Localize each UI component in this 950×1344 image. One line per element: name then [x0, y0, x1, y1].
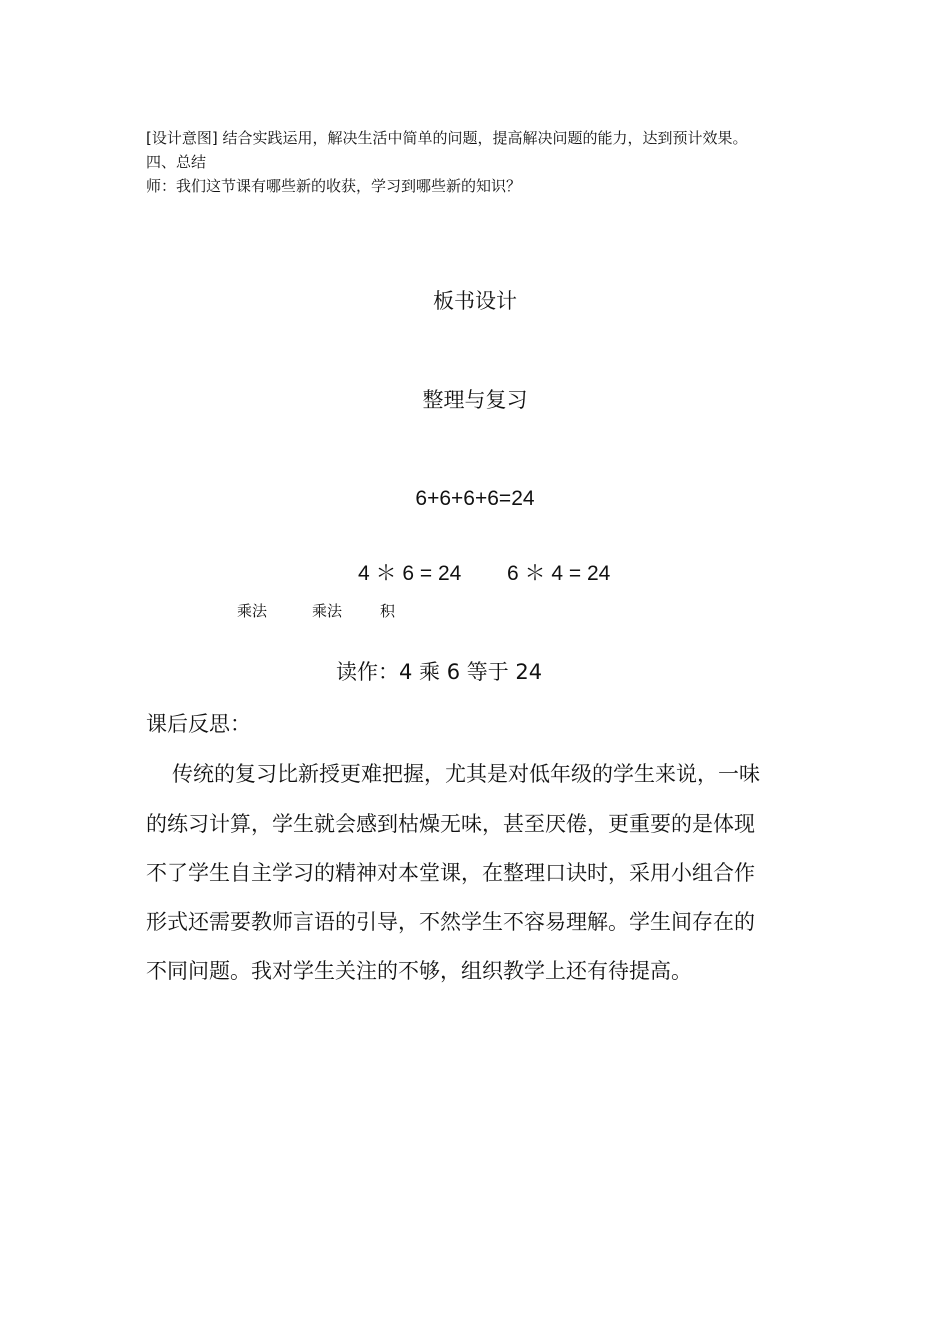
label-multiplier-2: 乘法	[312, 602, 343, 620]
label-product: 积	[380, 602, 396, 620]
multiplication-equation-2: 6 ＊ 4 = 24	[507, 562, 611, 585]
reflection-line-5: 不同问题。我对学生关注的不够，组织教学上还有待提高。	[146, 959, 692, 983]
label-multiplier-1: 乘法	[237, 602, 268, 620]
board-design-title: 板书设计	[433, 289, 517, 313]
multiplication-equation-1: 4 ＊ 6 = 24	[358, 562, 462, 585]
reflection-line-2: 的练习计算，学生就会感到枯燥无味，甚至厌倦，更重要的是体现	[146, 812, 755, 836]
addition-equation: 6+6+6+6=24	[415, 487, 535, 510]
reflection-line-3: 不了学生自主学习的精神对本堂课，在整理口诀时，采用小组合作	[146, 861, 755, 885]
reflection-line-1: 传统的复习比新授更难把握，尤其是对低年级的学生来说，一味	[172, 762, 760, 786]
teacher-question-text: 师：我们这节课有哪些新的收获，学习到哪些新的知识？	[146, 177, 522, 195]
reflection-heading: 课后反思：	[146, 712, 251, 736]
design-intent-text: [设计意图] 结合实践运用，解决生活中简单的问题，提高解决问题的能力，达到预计效果。	[146, 129, 748, 147]
reflection-line-4: 形式还需要教师言语的引导，不然学生不容易理解。学生间存在的	[146, 910, 755, 934]
reading-line: 读作：4 乘 6 等于 24	[336, 660, 543, 684]
board-subtitle: 整理与复习	[422, 388, 528, 412]
section-four-heading: 四、总结	[146, 153, 207, 171]
